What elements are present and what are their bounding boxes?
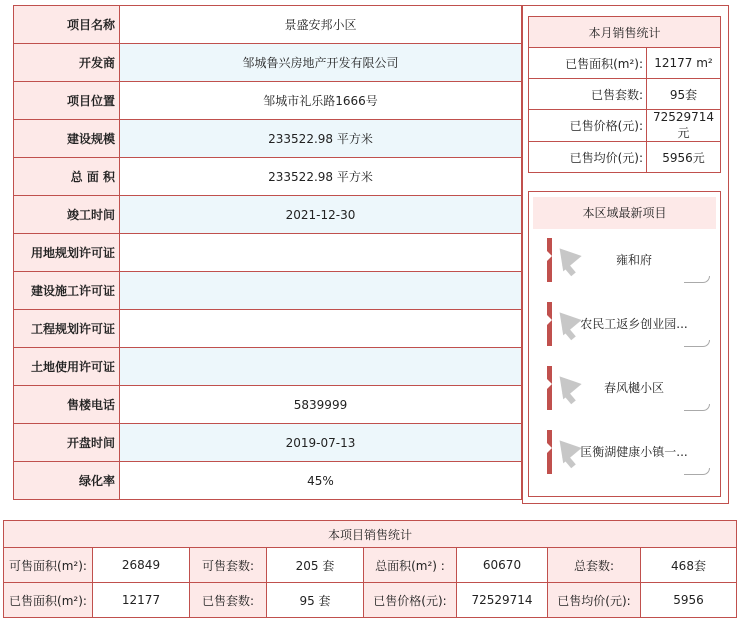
sold-units-value: 95套 xyxy=(647,79,721,110)
project-info-table xyxy=(13,5,522,500)
latest-projects-title: 本区域最新项目 xyxy=(533,197,716,229)
latest-project-name[interactable]: 农民工返乡创业园... xyxy=(580,317,688,331)
total-units-value: 468套 xyxy=(641,548,737,583)
sold-units-label: 已售套数: xyxy=(190,583,267,618)
avg-price-value: 5956 xyxy=(641,583,737,618)
card-shadow xyxy=(684,276,710,283)
info-row-name xyxy=(14,6,522,44)
info-value: 邹城市礼乐路1666号 xyxy=(120,82,522,120)
avg-price-label: 已售均价(元): xyxy=(529,142,647,173)
latest-project-name[interactable]: 匡衡湖健康小镇一... xyxy=(580,445,688,459)
info-label: 开发商 xyxy=(14,44,120,82)
info-label: 项目位置 xyxy=(14,82,120,120)
info-value: 2021-12-30 xyxy=(120,196,522,234)
info-row-location xyxy=(14,82,522,120)
info-value: 233522.98 平方米 xyxy=(120,120,522,158)
sold-area-label: 已售面积(m²): xyxy=(4,583,93,618)
avail-units-value: 205 套 xyxy=(267,548,364,583)
info-value xyxy=(120,272,522,310)
latest-project-name[interactable]: 春风樾小区 xyxy=(603,381,664,395)
info-row-completion xyxy=(14,196,522,234)
sold-units-label: 已售套数: xyxy=(529,79,647,110)
info-row-opening xyxy=(14,424,522,462)
avail-area-value: 26849 xyxy=(93,548,190,583)
latest-project-item[interactable] xyxy=(544,366,712,410)
info-row-green-rate xyxy=(14,462,522,500)
total-area-value: 60670 xyxy=(457,548,548,583)
info-value: 2019-07-13 xyxy=(120,424,522,462)
info-value: 45% xyxy=(120,462,522,500)
sold-price-value: 72529714元 xyxy=(647,110,721,142)
sold-area-label: 已售面积(m²): xyxy=(529,48,647,79)
card-shadow xyxy=(684,404,710,411)
info-label: 土地使用许可证 xyxy=(14,348,120,386)
total-area-label: 总面积(m²) : xyxy=(364,548,457,583)
info-value: 邹城鲁兴房地产开发有限公司 xyxy=(120,44,522,82)
info-row-phone xyxy=(14,386,522,424)
info-label: 建设施工许可证 xyxy=(14,272,120,310)
sold-price-value: 72529714 xyxy=(457,583,548,618)
info-label: 项目名称 xyxy=(14,6,120,44)
avail-area-label: 可售面积(m²): xyxy=(4,548,93,583)
card-shadow xyxy=(684,468,710,475)
info-value: 233522.98 平方米 xyxy=(120,158,522,196)
info-value xyxy=(120,348,522,386)
info-row-land-use-permit xyxy=(14,348,522,386)
latest-project-item[interactable] xyxy=(544,238,712,282)
info-label: 售楼电话 xyxy=(14,386,120,424)
avg-price-label: 已售均价(元): xyxy=(548,583,641,618)
latest-project-item[interactable] xyxy=(544,430,712,474)
latest-project-item[interactable] xyxy=(544,302,712,346)
info-label: 建设规模 xyxy=(14,120,120,158)
info-row-total-area xyxy=(14,158,522,196)
project-sales-stats-table xyxy=(3,520,737,618)
info-row-engineering-permit xyxy=(14,310,522,348)
info-label: 用地规划许可证 xyxy=(14,234,120,272)
latest-project-name[interactable]: 雍和府 xyxy=(615,253,652,267)
info-label: 总 面 积 xyxy=(14,158,120,196)
info-label: 绿化率 xyxy=(14,462,120,500)
latest-projects-panel xyxy=(528,191,721,497)
info-value xyxy=(120,234,522,272)
sold-price-label: 已售价格(元): xyxy=(364,583,457,618)
info-row-developer xyxy=(14,44,522,82)
info-label: 工程规划许可证 xyxy=(14,310,120,348)
info-value xyxy=(120,310,522,348)
sold-price-label: 已售价格(元): xyxy=(529,110,647,142)
monthly-stats-title: 本月销售统计 xyxy=(529,17,721,48)
sold-area-value: 12177 m² xyxy=(647,48,721,79)
info-row-construction-permit xyxy=(14,272,522,310)
total-units-label: 总套数: xyxy=(548,548,641,583)
sold-units-value: 95 套 xyxy=(267,583,364,618)
info-value: 景盛安邦小区 xyxy=(120,6,522,44)
info-label: 开盘时间 xyxy=(14,424,120,462)
project-sales-title: 本项目销售统计 xyxy=(4,521,737,548)
info-label: 竣工时间 xyxy=(14,196,120,234)
info-row-land-permit xyxy=(14,234,522,272)
info-value: 5839999 xyxy=(120,386,522,424)
info-row-scale xyxy=(14,120,522,158)
card-shadow xyxy=(684,340,710,347)
sold-area-value: 12177 xyxy=(93,583,190,618)
avg-price-value: 5956元 xyxy=(647,142,721,173)
side-panel xyxy=(522,5,729,504)
avail-units-label: 可售套数: xyxy=(190,548,267,583)
monthly-stats-table xyxy=(528,16,721,173)
